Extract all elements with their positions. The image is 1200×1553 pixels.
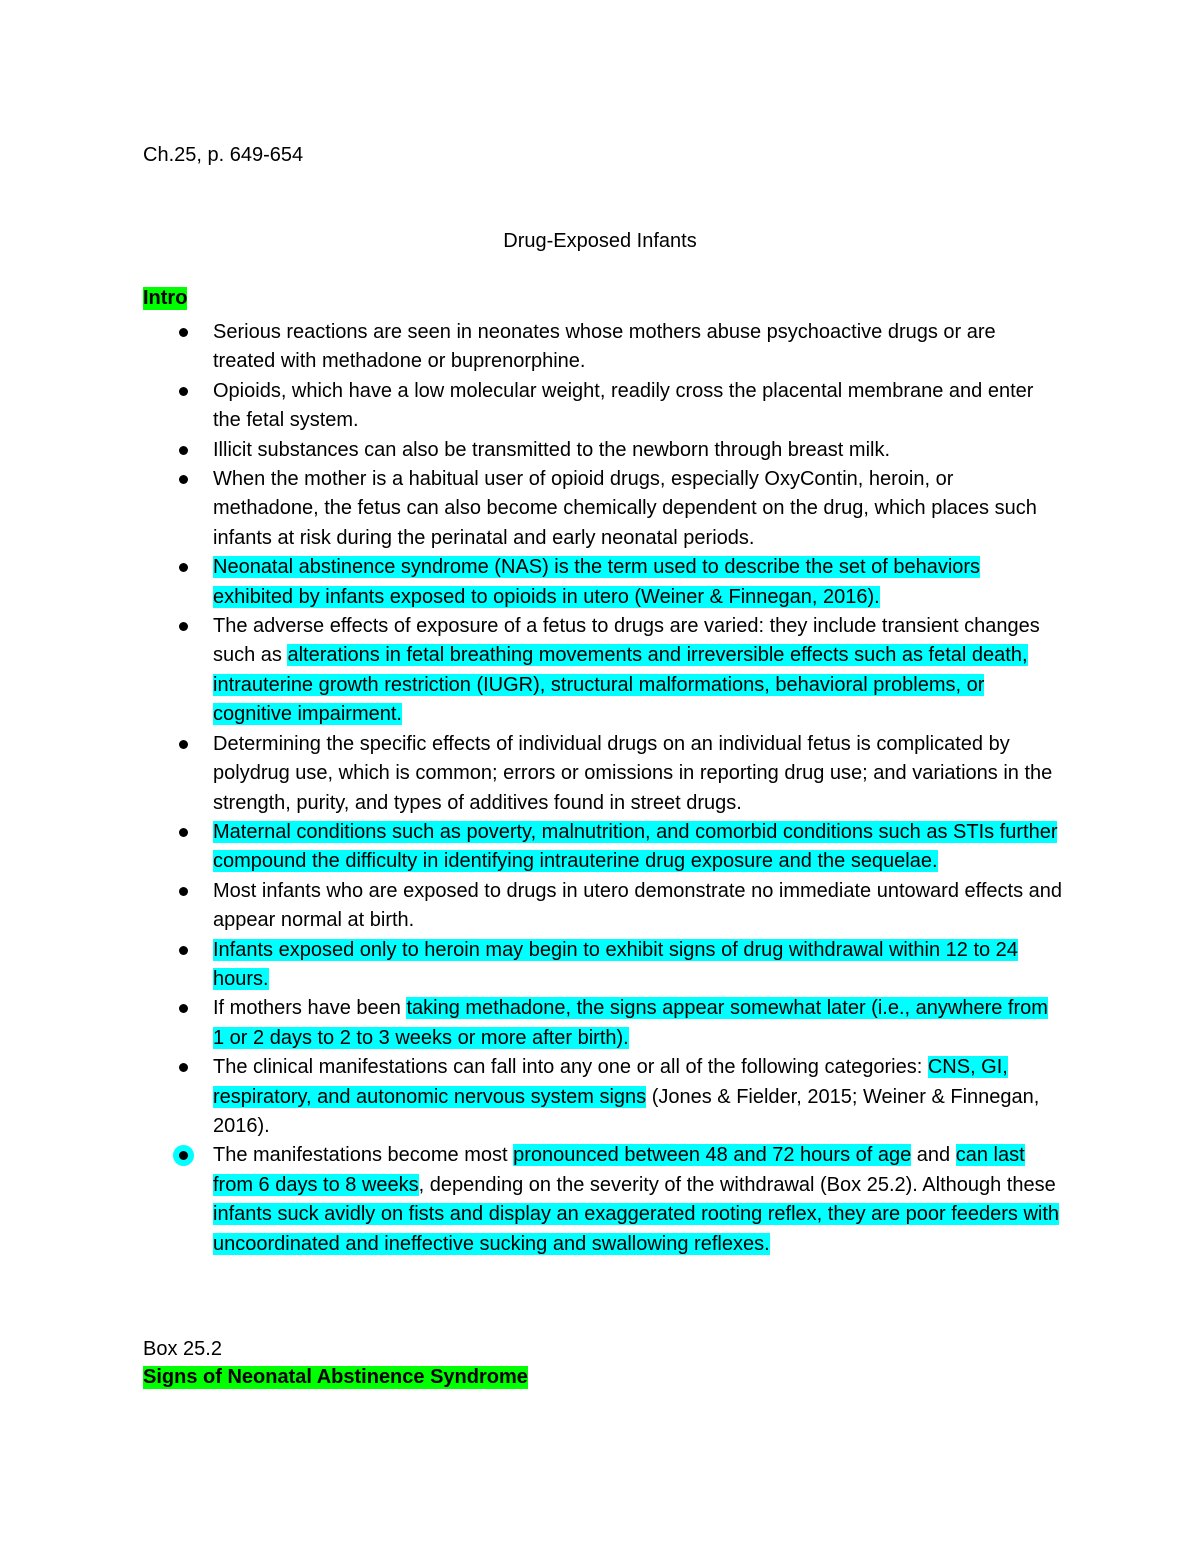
highlighted-text: taking methadone, the signs appear somewhat later (i.e., anywhere from 1 or 2 days to 2 to 3 weeks or more after birth). — [213, 997, 1048, 1049]
bullet-item — [143, 877, 1063, 936]
intro-heading: Intro — [143, 287, 188, 309]
highlighted-text: pronounced between 48 and 72 hours of age — [513, 1144, 912, 1167]
bullet-text: Determining the specific effects of individual drugs on an individual fetus is complicated by polydrug use, which is common; errors or omissions in reporting drug use; and variations in the strength, purity, and types of additives found in street drugs. — [213, 732, 1053, 814]
highlighted-text: CNS, GI, respiratory, and autonomic nervous system signs — [213, 1056, 1008, 1108]
bullet-text: The adverse effects of exposure of a fetus to drugs are varied: they include transient changes such as — [213, 615, 1040, 667]
bullet-list — [143, 318, 1063, 1259]
bullet-text: Most infants who are exposed to drugs in utero demonstrate no immediate untoward effects and appear normal at birth. — [213, 879, 1063, 932]
bullet-item — [143, 936, 1063, 995]
bullet-dot-icon — [179, 475, 188, 484]
bullet-dot-icon — [179, 887, 188, 896]
bullet-text: Illicit substances can also be transmitted to the newborn through breast milk. — [213, 438, 891, 461]
bullet-item — [143, 818, 1063, 877]
highlighted-text: can last from 6 days to 8 weeks — [213, 1144, 1025, 1196]
bullet-item — [143, 730, 1063, 818]
bullet-item — [143, 612, 1063, 730]
bullet-item — [143, 318, 1063, 377]
bullet-text: , depending on the severity of the withdrawal (Box 25.2). Although these — [418, 1173, 1056, 1196]
chapter-reference: Ch.25, p. 649-654 — [143, 144, 304, 166]
bullet-dot-icon — [179, 1063, 188, 1072]
bullet-text: If mothers have been — [213, 997, 407, 1020]
bullet-text: The manifestations become most — [213, 1144, 514, 1167]
highlighted-text: Infants exposed only to heroin may begin to exhibit signs of drug withdrawal within 12 to 24 hours. — [213, 938, 1018, 990]
bullet-dot-icon — [179, 946, 188, 955]
bullet-text: (Jones & Fielder, 2015; Weiner & Finnegan, 2016). — [213, 1085, 1040, 1137]
bullet-dot-icon — [179, 563, 188, 572]
bullet-dot-icon — [179, 740, 188, 749]
box-label: Box 25.2 — [143, 1338, 222, 1360]
highlighted-text: Maternal conditions such as poverty, malnutrition, and comorbid conditions such as STIs further compound the difficulty in identifying intrauterine drug exposure and the sequelae. — [213, 820, 1058, 873]
bullet-dot-icon — [179, 387, 188, 396]
bullet-dot-icon — [179, 328, 188, 337]
bullet-item — [143, 553, 1063, 612]
highlighted-text: Neonatal abstinence syndrome (NAS) is the term used to describe the set of behaviors exhibited by infants exposed to opioids in utero (Weiner & Finnegan, 2016). — [213, 556, 981, 608]
bullet-text: Opioids, which have a low molecular weight, readily cross the placental membrane and enter the fetal system. — [213, 379, 1034, 432]
bullet-item — [143, 436, 1063, 465]
highlighted-text: infants suck avidly on fists and display an exaggerated rooting reflex, they are poor feeders with uncoordinated and ineffective sucking and swallowing reflexes. — [213, 1203, 1060, 1255]
bullet-dot-icon — [179, 446, 188, 455]
bullet-text: Serious reactions are seen in neonates whose mothers abuse psychoactive drugs or are treated with methadone or buprenorphine. — [213, 321, 996, 373]
bullet-item — [143, 994, 1063, 1053]
bullet-item — [143, 1053, 1063, 1141]
document-title: Drug-Exposed Infants — [503, 230, 697, 252]
bullet-text: When the mother is a habitual user of opioid drugs, especially OxyContin, heroin, or methadone, the fetus can also become chemically dependent on the drug, which places such infants at risk during the perinatal and early neonatal periods. — [213, 468, 1037, 549]
bullet-dot-icon — [179, 1004, 188, 1013]
bullet-text: The clinical manifestations can fall into any one or all of the following categories: — [213, 1056, 928, 1079]
highlighted-text: alterations in fetal breathing movements and irreversible effects such as fetal death, intrauterine growth restriction (IUGR), structural malformations, behavioral problems, or cognitive impairment. — [213, 644, 1028, 726]
bullet-item — [143, 465, 1063, 553]
box-title: Signs of Neonatal Abstinence Syndrome — [143, 1366, 528, 1388]
bullet-item — [143, 1141, 1063, 1259]
bullet-dot-icon — [179, 622, 188, 631]
bullet-text: and — [911, 1144, 956, 1167]
bullet-item — [143, 377, 1063, 436]
bullet-dot-icon — [179, 1151, 188, 1160]
bullet-dot-icon — [179, 828, 188, 837]
